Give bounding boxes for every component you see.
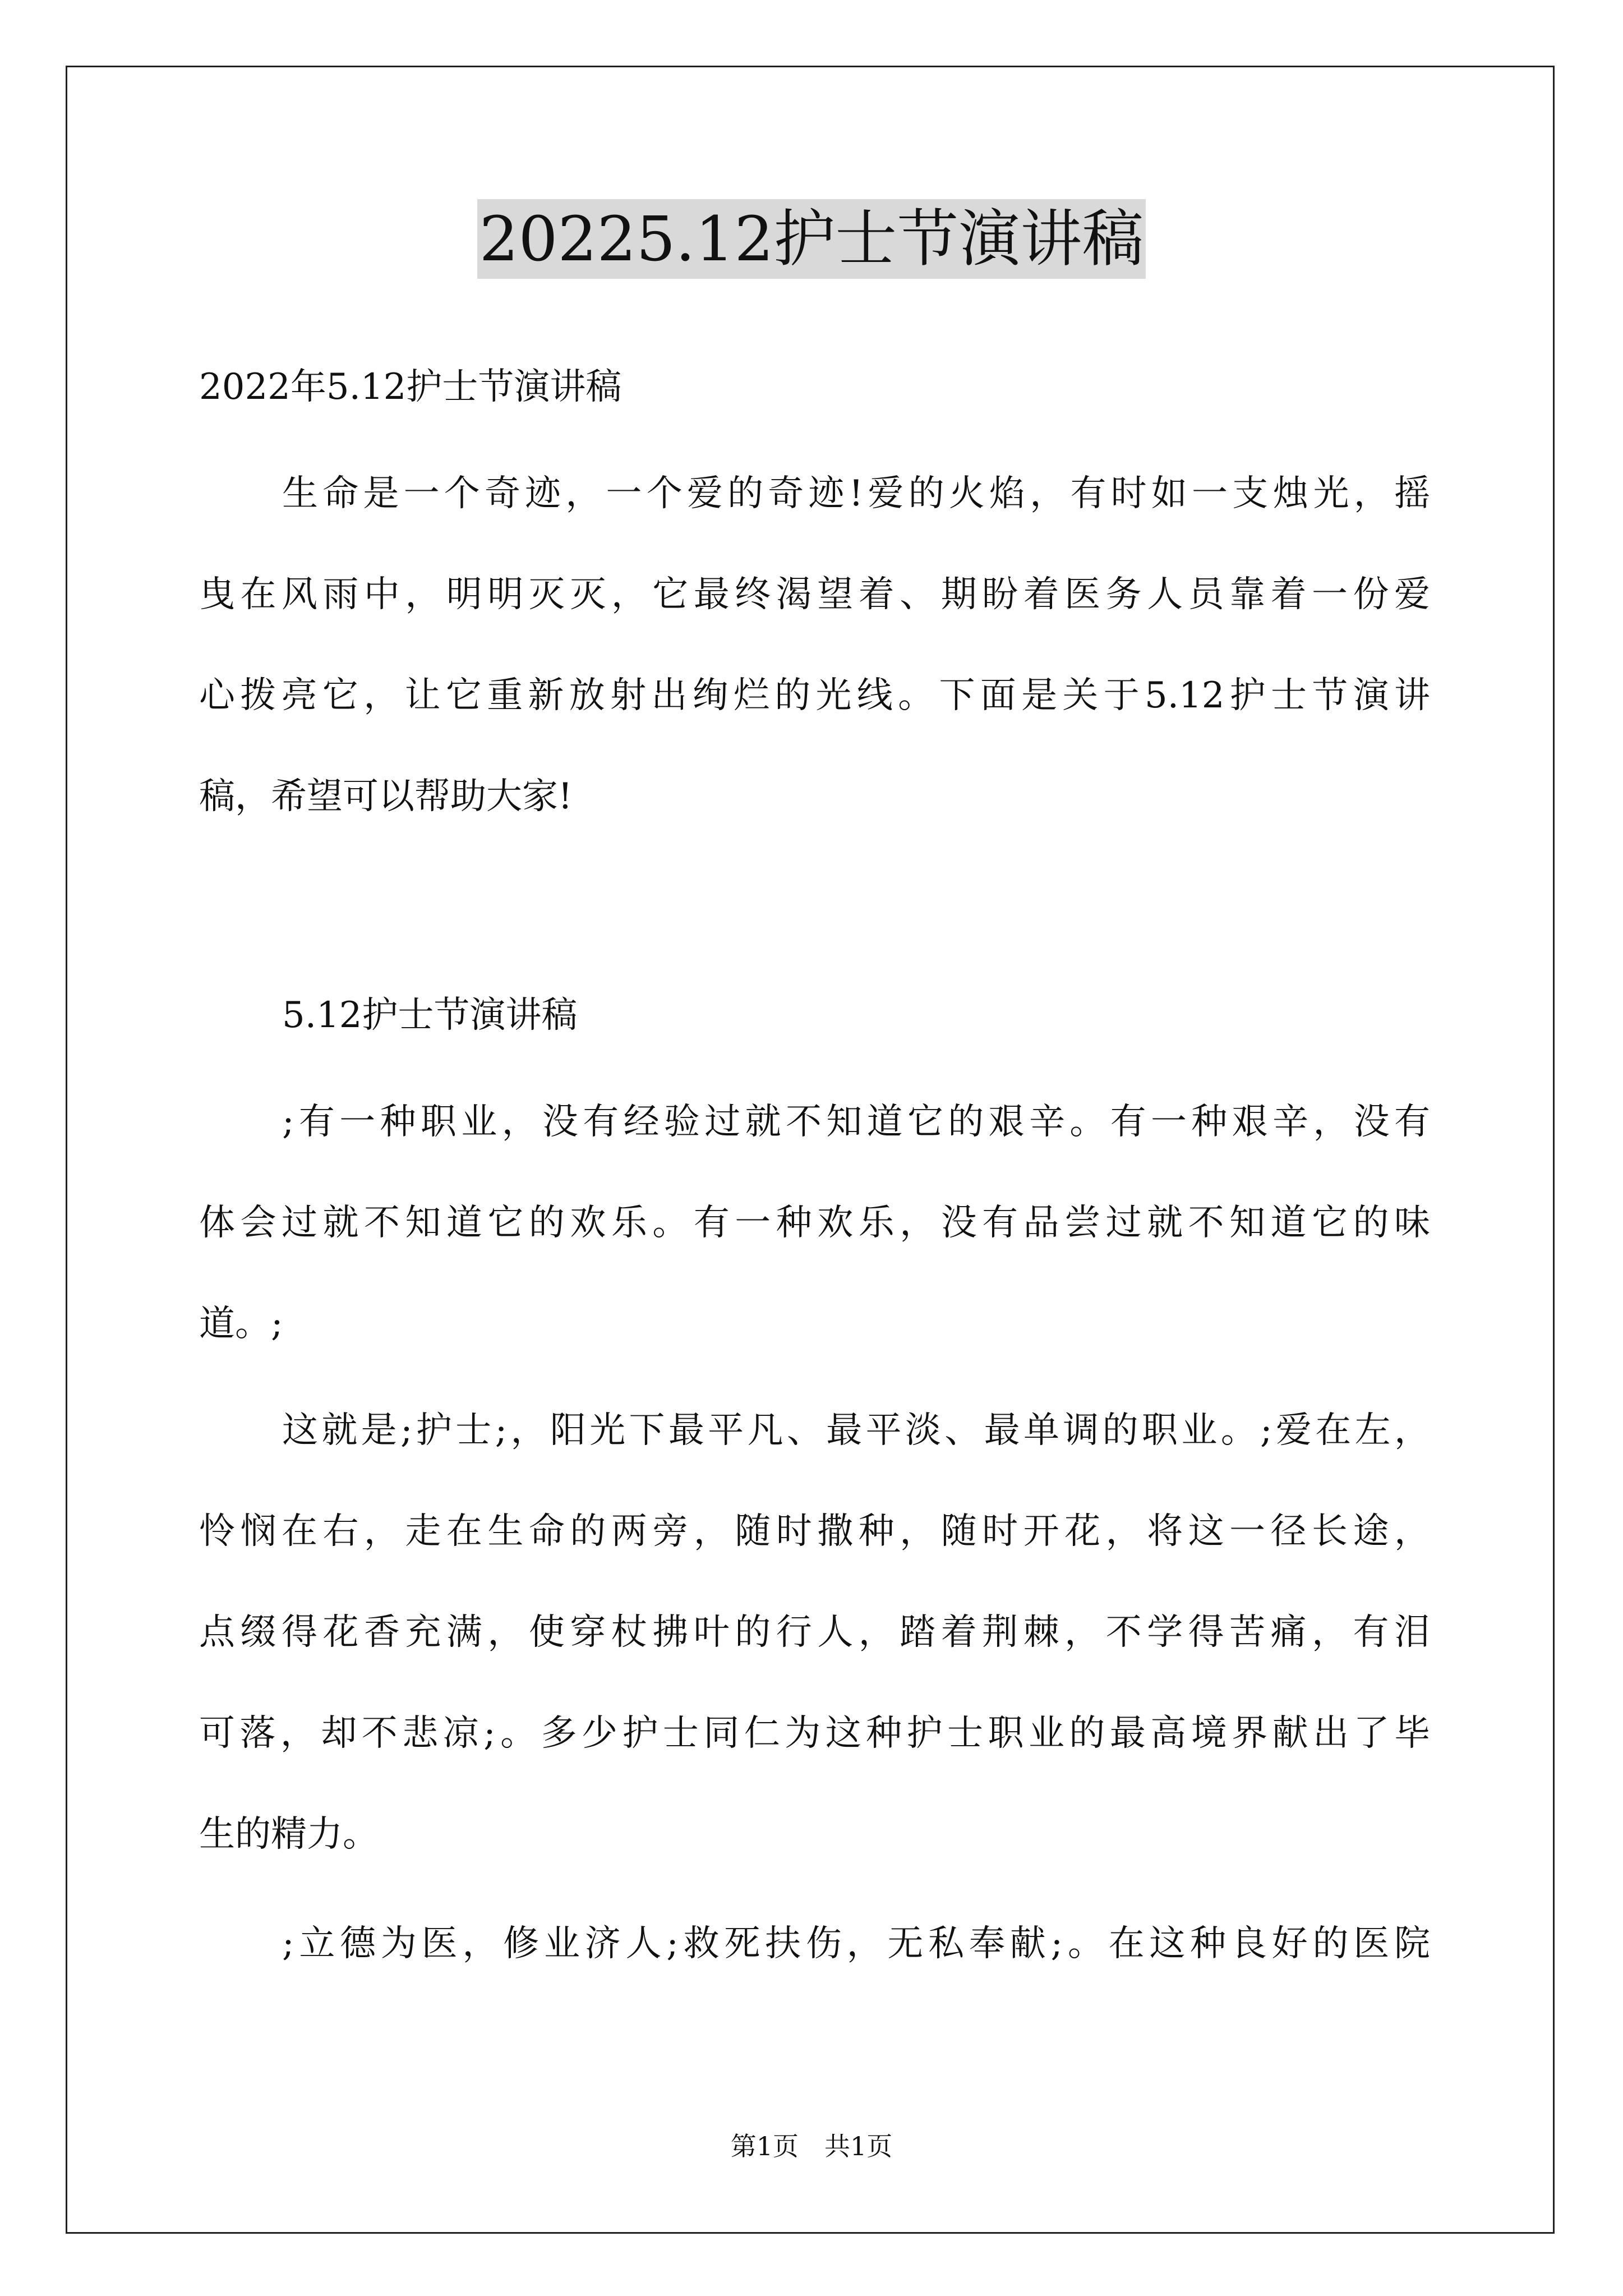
- paragraph-line: 体会过就不知道它的欢乐。有一种欢乐，没有品尝过就不知道它的味: [199, 1202, 1430, 1244]
- intro-paragraph: [199, 443, 1430, 847]
- document-subtitle: 2022年5.12护士节演讲稿: [199, 366, 622, 408]
- paragraph-line: ;有一种职业，没有经验过就不知道它的艰辛。有一种艰辛，没有: [282, 1101, 1430, 1143]
- paragraph-3: [199, 1893, 1430, 1994]
- paragraph-line: 点缀得花香充满，使穿杖拂叶的行人，踏着荆棘，不学得苦痛，有泪: [199, 1612, 1430, 1653]
- subtitle-block: [199, 337, 1430, 438]
- paragraph-line: 怜悯在右，走在生命的两旁，随时撒种，随时开花，将这一径长途，: [199, 1511, 1430, 1552]
- paragraph-line: 生命是一个奇迹，一个爱的奇迹!爱的火焰，有时如一支烛光，摇: [282, 473, 1430, 514]
- section-heading: 5.12护士节演讲稿: [282, 995, 578, 1036]
- document-title: 20225.12护士节演讲稿: [477, 199, 1146, 279]
- paragraph-2: [199, 1380, 1430, 1885]
- paragraph-line: 稿，希望可以帮助大家!: [199, 776, 573, 817]
- page-footer: 第1页 共1页: [730, 2131, 893, 2161]
- paragraph-line: 生的精力。: [199, 1814, 379, 1855]
- title-container: [0, 199, 1623, 279]
- paragraph-line: 可落，却不悲凉;。多少护士同仁为这种护士职业的最高境界献出了毕: [199, 1713, 1430, 1754]
- paragraph-line: ;立德为医，修业济人;救死扶伤，无私奉献;。在这种良好的医院: [282, 1923, 1430, 1964]
- paragraph-line: 心拨亮它，让它重新放射出绚烂的光线。下面是关于5.12护士节演讲: [199, 675, 1430, 716]
- paragraph-line: 道。;: [199, 1303, 283, 1345]
- paragraph-line: 曳在风雨中，明明灭灭，它最终渴望着、期盼着医务人员靠着一份爱: [199, 574, 1430, 615]
- paragraph-line: 这就是;护士;，阳光下最平凡、最平淡、最单调的职业。;爱在左，: [282, 1410, 1430, 1451]
- paragraph-1: [199, 1071, 1430, 1374]
- section-heading-block: [199, 965, 1430, 1066]
